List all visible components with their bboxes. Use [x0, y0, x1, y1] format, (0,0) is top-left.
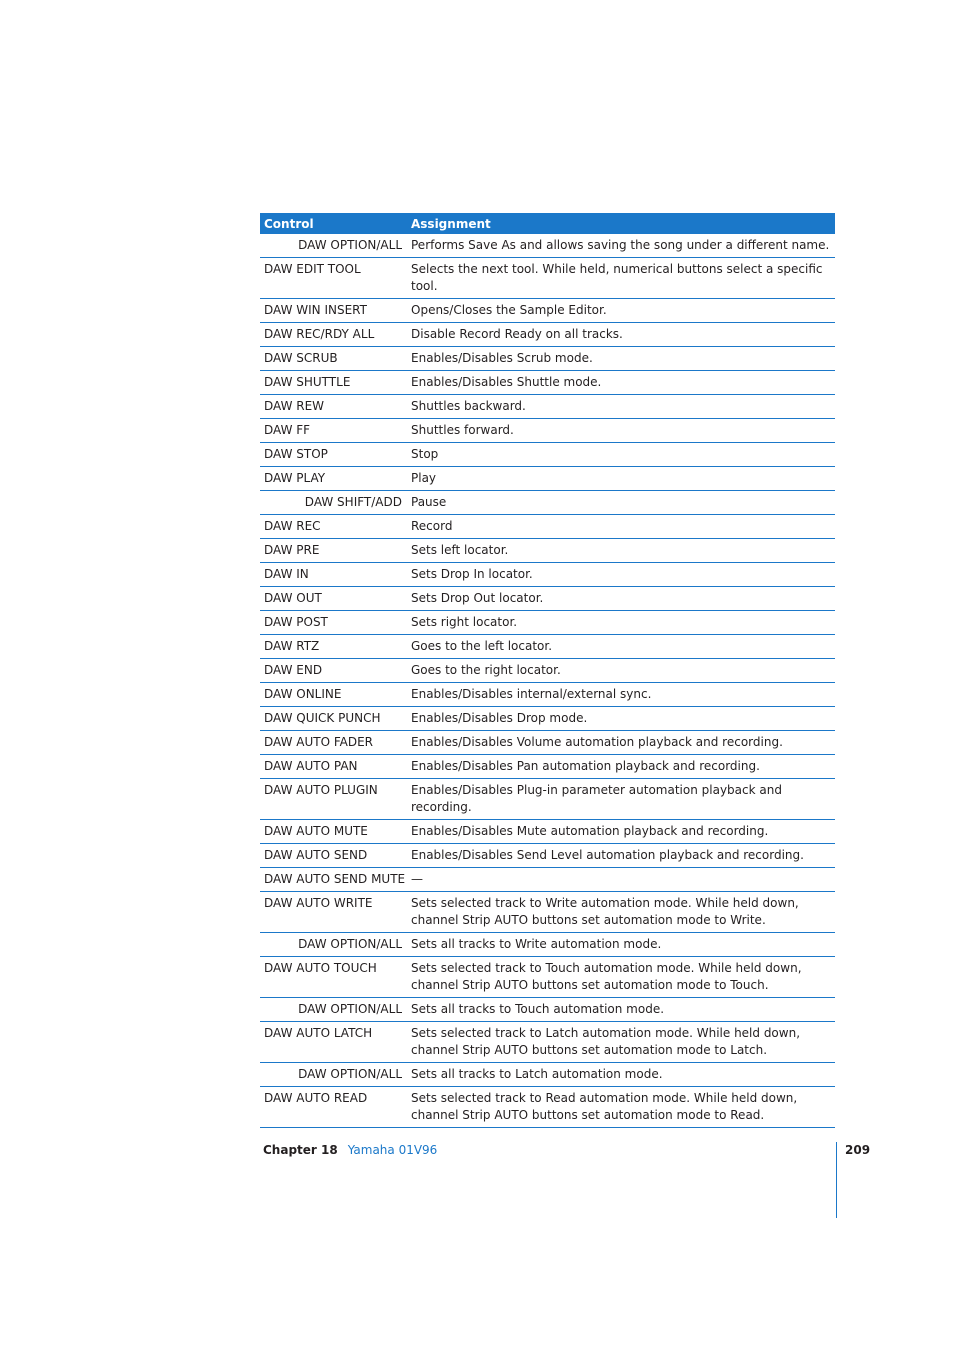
- assignment-cell: Goes to the right locator.: [411, 663, 561, 677]
- control-cell: DAW SHUTTLE: [264, 375, 351, 389]
- table-row: [260, 515, 835, 539]
- table-row: [260, 299, 835, 323]
- assignment-cell: Play: [411, 471, 437, 485]
- page-number: 209: [845, 1143, 871, 1157]
- control-cell: DAW AUTO READ: [264, 1091, 368, 1105]
- assignment-cell: Enables/Disables Volume automation playback and recording.: [411, 735, 783, 749]
- assignment-cell: Sets Drop Out locator.: [411, 591, 544, 605]
- control-cell: DAW WIN INSERT: [264, 303, 367, 317]
- control-cell: DAW AUTO PLUGIN: [264, 783, 378, 797]
- control-cell: DAW SHIFT/ADD: [304, 495, 402, 509]
- control-cell: DAW PRE: [264, 543, 320, 557]
- assignment-cell: Goes to the left locator.: [411, 639, 553, 653]
- assignment-cell: Selects the next tool. While held, numerical buttons select a specific tool.: [411, 262, 823, 293]
- chapter-label: Chapter 18: [263, 1143, 338, 1157]
- control-cell: DAW REW: [264, 399, 325, 413]
- assignment-cell: Sets all tracks to Write automation mode.: [411, 937, 662, 951]
- footer-divider: [836, 1142, 837, 1218]
- table-row: [260, 258, 835, 299]
- control-cell: DAW OPTION/ALL: [298, 238, 402, 252]
- assignment-cell: Enables/Disables Scrub mode.: [411, 351, 593, 365]
- table-row: [260, 491, 835, 515]
- assignment-cell: Enables/Disables Drop mode.: [411, 711, 588, 725]
- assignment-cell: Sets right locator.: [411, 615, 518, 629]
- table-row: [260, 635, 835, 659]
- assignment-cell: Shuttles forward.: [411, 423, 514, 437]
- assignment-cell: Sets selected track to Read automation mode. While held down, channel Strip AUTO buttons set automation mode to Read.: [411, 1091, 798, 1122]
- table-row: [260, 563, 835, 587]
- header-assignment: Assignment: [411, 216, 491, 231]
- assignment-cell: Disable Record Ready on all tracks.: [411, 327, 623, 341]
- control-cell: DAW IN: [264, 567, 309, 581]
- assignment-cell: Record: [411, 519, 453, 533]
- page-footer: [263, 1143, 437, 1157]
- control-cell: DAW AUTO PAN: [264, 759, 358, 773]
- control-cell: DAW POST: [264, 615, 328, 629]
- assignment-cell: Shuttles backward.: [411, 399, 526, 413]
- table-row: [260, 755, 835, 779]
- table-row: [260, 419, 835, 443]
- control-cell: DAW AUTO SEND: [264, 848, 368, 862]
- assignment-cell: Enables/Disables Mute automation playback and recording.: [411, 824, 769, 838]
- assignment-cell: Opens/Closes the Sample Editor.: [411, 303, 607, 317]
- control-cell: DAW PLAY: [264, 471, 326, 485]
- table-row: [260, 957, 835, 998]
- control-cell: DAW OPTION/ALL: [298, 1067, 402, 1081]
- table-row: [260, 611, 835, 635]
- control-cell: DAW EDIT TOOL: [264, 262, 361, 276]
- control-cell: DAW ONLINE: [264, 687, 342, 701]
- table-row: [260, 1087, 835, 1128]
- assignment-cell: Sets all tracks to Touch automation mode.: [411, 1002, 665, 1016]
- assignment-cell: Stop: [411, 447, 439, 461]
- table-row: [260, 234, 835, 258]
- table-row: [260, 467, 835, 491]
- control-cell: DAW AUTO SEND MUTE: [264, 872, 406, 886]
- control-cell: DAW STOP: [264, 447, 328, 461]
- table-row: [260, 347, 835, 371]
- table-row: [260, 371, 835, 395]
- table-row: [260, 659, 835, 683]
- table-row: [260, 323, 835, 347]
- table-row: [260, 1022, 835, 1063]
- table-header: [260, 213, 835, 234]
- control-cell: DAW AUTO FADER: [264, 735, 374, 749]
- table-row: [260, 587, 835, 611]
- table-row: [260, 731, 835, 755]
- control-cell: DAW AUTO MUTE: [264, 824, 368, 838]
- assignment-cell: Enables/Disables Shuttle mode.: [411, 375, 602, 389]
- assignment-cell: Sets left locator.: [411, 543, 509, 557]
- assignment-cell: Sets all tracks to Latch automation mode.: [411, 1067, 663, 1081]
- assignment-cell: Performs Save As and allows saving the song under a different name.: [411, 238, 830, 252]
- table-row: [260, 395, 835, 419]
- table-row: [260, 844, 835, 868]
- table-row: [260, 892, 835, 933]
- assignment-cell: Enables/Disables Pan automation playback and recording.: [411, 759, 760, 773]
- control-cell: DAW RTZ: [264, 639, 320, 653]
- table-row: [260, 683, 835, 707]
- assignment-cell: Enables/Disables Plug-in parameter automation playback and recording.: [411, 783, 782, 814]
- control-cell: DAW FF: [264, 423, 311, 437]
- control-cell: DAW OPTION/ALL: [298, 1002, 402, 1016]
- table-row: [260, 820, 835, 844]
- control-cell: DAW AUTO TOUCH: [264, 961, 377, 975]
- table-row: [260, 998, 835, 1022]
- assignment-cell: Pause: [411, 495, 447, 509]
- table-row: [260, 1063, 835, 1087]
- assignment-cell: Sets selected track to Latch automation mode. While held down, channel Strip AUTO buttons set automation mode to Latch.: [411, 1026, 801, 1057]
- assignment-cell: Sets selected track to Write automation mode. While held down, channel Strip AUTO buttons set automation mode to Write.: [411, 896, 799, 927]
- table-row: [260, 933, 835, 957]
- control-cell: DAW END: [264, 663, 323, 677]
- table-row: [260, 707, 835, 731]
- assignment-cell: Sets selected track to Touch automation mode. While held down, channel Strip AUTO buttons set automation mode to Touch.: [411, 961, 802, 992]
- table-row: [260, 539, 835, 563]
- header-control: Control: [264, 216, 314, 231]
- assignment-cell: —: [411, 872, 423, 886]
- control-cell: DAW QUICK PUNCH: [264, 711, 381, 725]
- assignment-cell: Sets Drop In locator.: [411, 567, 533, 581]
- table-body: [260, 234, 835, 1128]
- assignment-table: [260, 213, 835, 1128]
- assignment-cell: Enables/Disables internal/external sync.: [411, 687, 652, 701]
- table-row: [260, 779, 835, 820]
- table-row: [260, 443, 835, 467]
- control-cell: DAW SCRUB: [264, 351, 338, 365]
- control-cell: DAW OPTION/ALL: [298, 937, 402, 951]
- control-cell: DAW REC/RDY ALL: [264, 327, 375, 341]
- control-cell: DAW AUTO WRITE: [264, 896, 373, 910]
- control-cell: DAW AUTO LATCH: [264, 1026, 373, 1040]
- table-row: [260, 868, 835, 892]
- chapter-title: Yamaha 01V96: [347, 1143, 438, 1157]
- assignment-cell: Enables/Disables Send Level automation playback and recording.: [411, 848, 804, 862]
- control-cell: DAW OUT: [264, 591, 322, 605]
- control-cell: DAW REC: [264, 519, 321, 533]
